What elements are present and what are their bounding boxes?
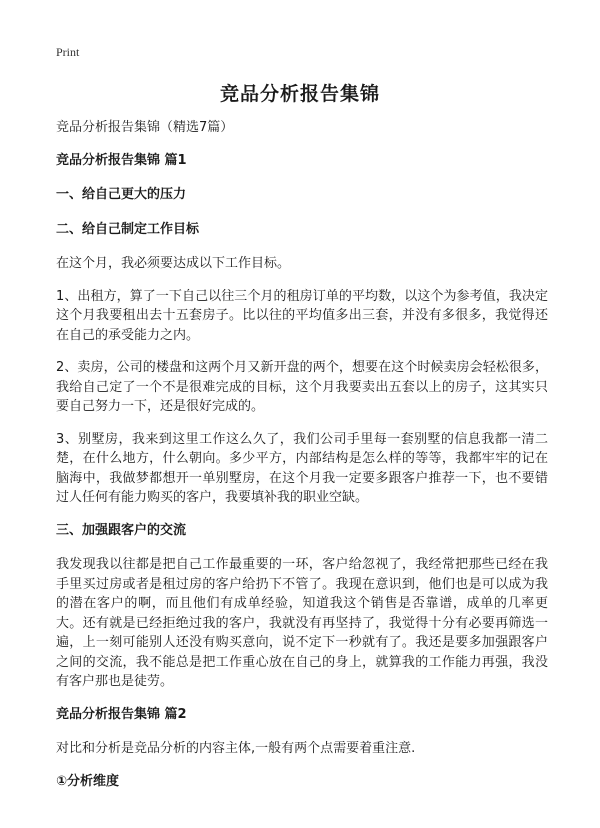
paragraph-villa-goal: 3、别墅房，我来到这里工作这么久了，我们公司手里每一套别墅的信息我都一清二楚，在什么地方，什么朝向。多少平方，内部结构是怎么样的等等，我都牢牢的记在脑海中，我做梦都想开一单别墅房，在这个月我一定要多跟客户推荐一下，也不要错过人任何有能力购买的客户，我要填补我的职业空缺。 [56, 431, 548, 505]
section-heading-3: 三、加强跟客户的交流 [56, 522, 187, 538]
section-heading-2: 二、给自己制定工作目标 [56, 221, 200, 237]
document-title: 竞品分析报告集锦 [219, 83, 380, 105]
document-body [56, 118, 548, 806]
paragraph-intro: 在这个月，我必须要达成以下工作目标。 [56, 256, 291, 271]
print-link[interactable]: Print [56, 45, 80, 59]
subsection-heading-dimensions: ①分析维度 [56, 773, 120, 789]
part-1-heading: 竞品分析报告集锦 篇1 [56, 152, 187, 168]
document-subtitle: 竞品分析报告集锦（精选7篇） [56, 120, 234, 135]
section-heading-1: 一、给自己更大的压力 [56, 187, 187, 202]
paragraph-customer-communication: 我发现我以往都是把自己工作最重要的一环，客户给忽视了，我经常把那些已经在我手里买过房或者是租过房的客户给扔下不管了。我现在意识到，他们也是可以成为我的潜在客户的啊，而且他们有成单经验，知道我这个销售是否靠谱，成单的几率更大。还有就是已经拒绝过我的客户，我就没有再坚持了，我觉得十分有必要再筛选一遍，上一刻可能别人还没有购买意向，说不定下一秒就有了。我还是要多加强跟客户之间的交流，我不能总是把工作重心放在自己的身上，就算我的工作能力再强，我没有客户那也是徒劳。 [56, 557, 548, 689]
paragraph-comparison: 对比和分析是竞品分析的内容主体,一般有两个点需要着重注意. [56, 741, 416, 756]
paragraph-sales-goal: 2、卖房，公司的楼盘和这两个月又新开盘的两个，想要在这个时候卖房会轻松很多，我给自己定了一个不是很难完成的目标，这个月我要卖出五套以上的房子，这其实只要自己努力一下，还是很好完成的。 [56, 360, 548, 414]
paragraph-rental-goal: 1、出租方，算了一下自己以往三个月的租房订单的平均数，以这个为参考值，我决定这个月我要租出去十五套房子。比以往的平均值多出三套，并没有多很多，我觉得还在自己的承受能力之内。 [56, 288, 548, 343]
part-2-heading: 竞品分析报告集锦 篇2 [56, 706, 187, 722]
